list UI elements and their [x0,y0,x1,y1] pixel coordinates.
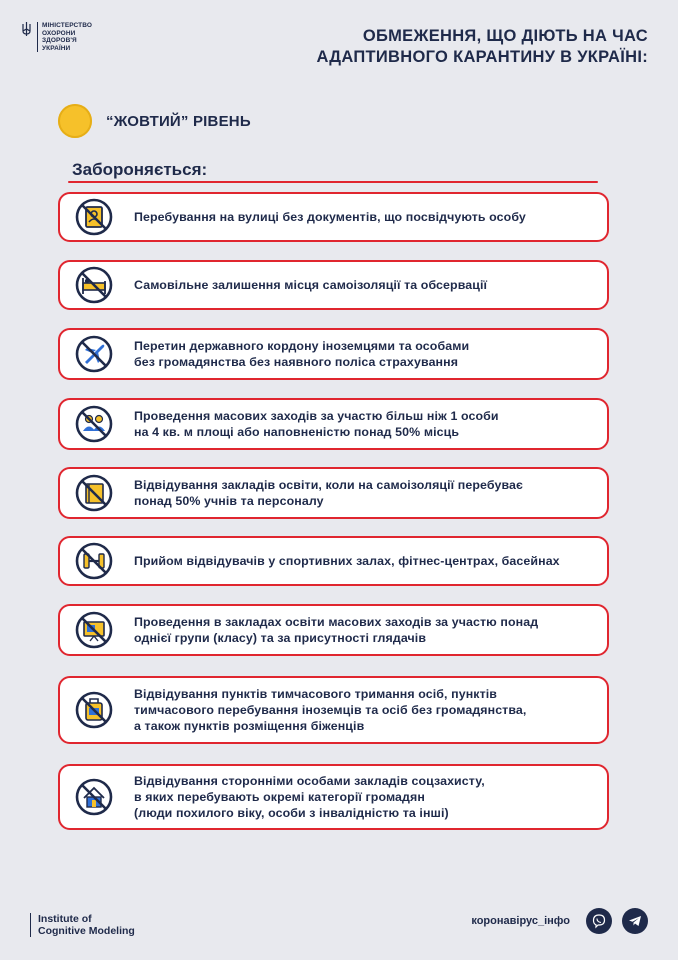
restriction-card: Перетин державного кордону іноземцями та особами без громадянства без наявного поліса страхування [58,328,609,380]
restriction-card: Перебування на вулиці без документів, що посвідчують особу [58,192,609,242]
trident-icon [22,22,31,36]
restriction-card: Самовільне залишення місця самоізоляції та обсервації [58,260,609,310]
telegram-icon[interactable] [622,908,648,934]
book-icon [74,473,114,513]
footer-social [471,908,648,934]
yellow-level-dot [58,104,92,138]
restriction-card: Відвідування пунктів тимчасового тримання осіб, пунктів тимчасового перебування іноземців та осіб без громадянства, а також пунктів розміщення біженців [58,676,609,744]
viber-icon[interactable] [586,908,612,934]
crowd-icon [74,404,114,444]
id-document-icon [74,197,114,237]
section-heading: Забороняється: [72,160,208,179]
bed-icon [74,265,114,305]
page-title: ОБМЕЖЕННЯ, ЩО ДІЮТЬ НА ЧАС АДАПТИВНОГО КАРАНТИНУ В УКРАЇНІ: [316,27,648,66]
dumbbell-icon [74,541,114,581]
luggage-icon [74,690,114,730]
restriction-card: Прийом відвідувачів у спортивних залах, фітнес-центрах, басейнах [58,536,609,586]
level-label: “ЖОВТИЙ” РІВЕНЬ [106,112,251,130]
institute-logo: Institute of Cognitive Modeling [30,913,135,937]
heading-underline [68,181,598,183]
ministry-logo [22,22,92,52]
airplane-icon [74,334,114,374]
hashtag[interactable]: коронавірус_інфо [471,915,570,927]
classroom-board-icon [74,610,114,650]
house-icon [74,777,114,817]
ministry-name: МІНІСТЕРСТВО ОХОРОНИ ЗДОРОВ'Я УКРАЇНИ [37,22,92,52]
restriction-card: Проведення в закладах освіти масових заходів за участю понад однієї групи (класу) та за присутності глядачів [58,604,609,656]
restriction-card: Відвідування сторонніми особами закладів соцзахисту, в яких перебувають окремі категорії громадян (люди похилого віку, особи з інвалідністю та інші) [58,764,609,830]
restriction-card: Відвідування закладів освіти, коли на самоізоляції перебуває понад 50% учнів та персоналу [58,467,609,519]
level-indicator [58,104,251,138]
restriction-card: Проведення масових заходів за участю більш ніж 1 особи на 4 кв. м площі або наповненістю понад 50% місць [58,398,609,450]
